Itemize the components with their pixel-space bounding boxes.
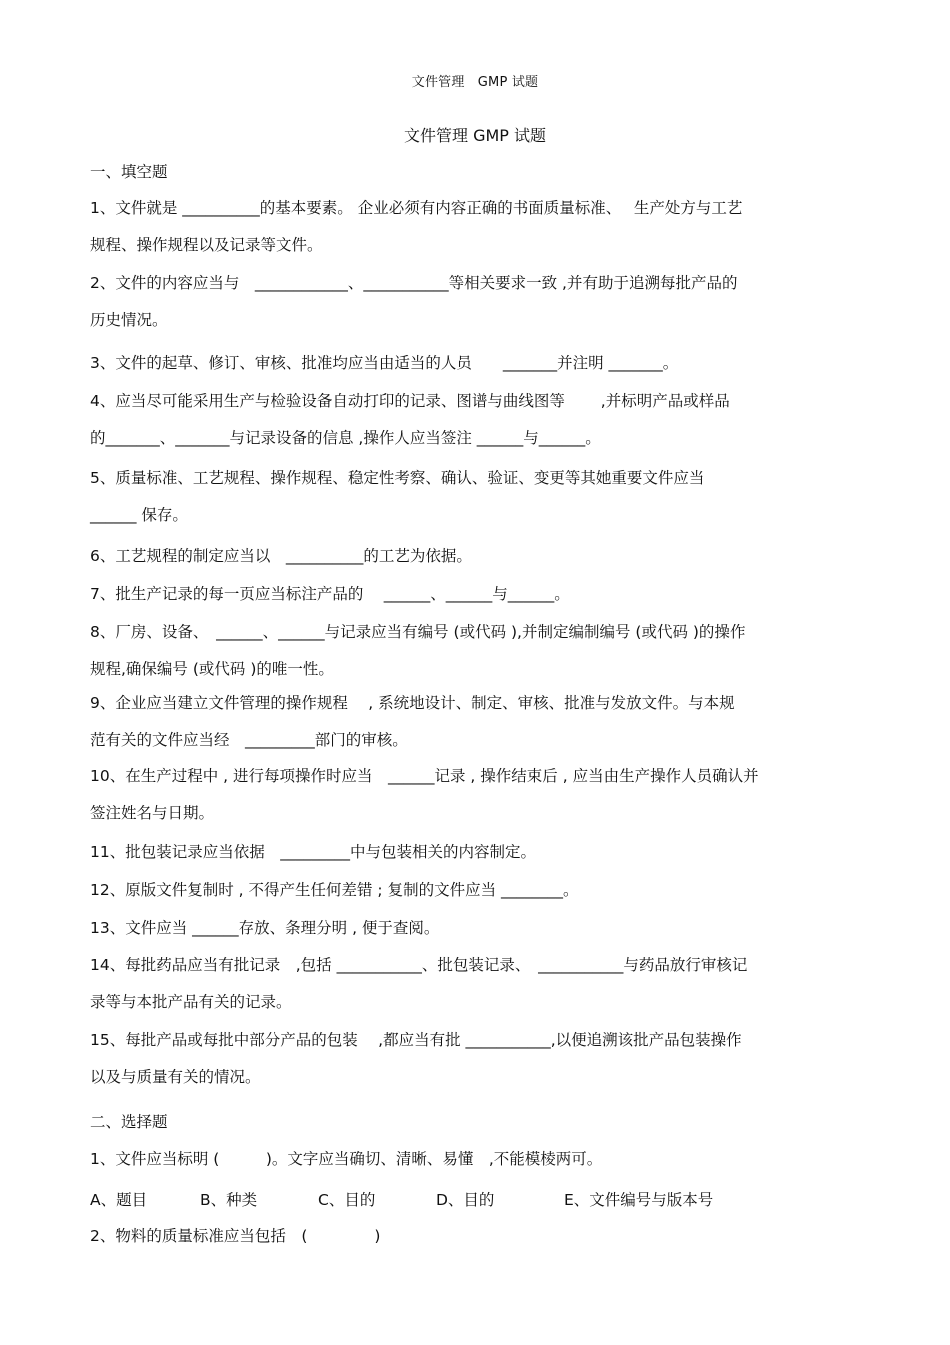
question-line: 3、文件的起草、修订、审核、批准均应当由适当的人员 _______并注明 _______。 (90, 354, 679, 372)
question-line: 12、原版文件复制时 , 不得产生任何差错 ; 复制的文件应当 ________。 (90, 881, 579, 899)
running-header: 文件管理 GMP 试题 (411, 75, 539, 90)
question-line: 13、文件应当 ______存放、条理分明 , 便于查阅。 (90, 919, 440, 937)
question-line: 10、在生产过程中 , 进行每项操作时应当 ______记录 , 操作结束后 , 应当由生产操作人员确认并 (90, 767, 759, 785)
fill-question-8 (90, 614, 860, 688)
fill-question-10 (90, 758, 860, 832)
fill-question-5 (90, 460, 860, 534)
question-line: ______ 保存。 (90, 506, 188, 524)
question-line: 15、每批产品或每批中部分产品的包装 ,都应当有批 ___________,以便追溯该批产品包装操作 (90, 1031, 742, 1049)
fill-question-7 (90, 576, 860, 613)
question-line: 录等与本批产品有关的记录。 (90, 993, 292, 1011)
question-line: 规程,确保编号 (或代码 )的唯一性。 (90, 660, 334, 678)
fill-question-9 (90, 685, 860, 759)
question-line: 14、每批药品应当有批记录 ,包括 ___________、批包装记录、 ___________与药品放行审核记 (90, 956, 748, 974)
fill-question-12 (90, 872, 860, 909)
question-line: 7、批生产记录的每一页应当标注产品的 ______、______与______。 (90, 585, 570, 603)
document-title: 文件管理 GMP 试题 (403, 126, 547, 145)
question-line: 9、企业应当建立文件管理的操作规程 , 系统地设计、制定、审核、批准与发放文件。与本规 (90, 694, 735, 712)
question-line: 签注姓名与日期。 (90, 804, 215, 822)
question-line: 1、文件应当标明 ( )。文字应当确切、清晰、易懂 ,不能模棱两可。 (90, 1150, 603, 1168)
question-line: 1、文件就是 __________的基本要素。 企业必须有内容正确的书面质量标准、 生产处方与工艺 (90, 199, 743, 217)
choice-question-1 (90, 1141, 860, 1178)
question-line: 4、应当尽可能采用生产与检验设备自动打印的记录、图谱与曲线图等 ,并标明产品或样品 (90, 392, 730, 410)
choice-question-1-options (90, 1188, 713, 1210)
question-line: 8、厂房、设备、 ______、______与记录应当有编号 (或代码 ),并制定编制编号 (或代码 )的操作 (90, 623, 746, 641)
choice-question-2 (90, 1218, 860, 1255)
option-d: D、目的 (436, 1191, 495, 1209)
question-line: 以及与质量有关的情况。 (90, 1068, 261, 1086)
question-line: 2、文件的内容应当与 ____________、___________等相关要求一致 ,并有助于追溯每批产品的 (90, 274, 738, 292)
question-line: 的_______、_______与记录设备的信息 ,操作人应当签注 ______与______。 (90, 429, 601, 447)
question-line: 范有关的文件应当经 _________部门的审核。 (90, 731, 408, 749)
question-line: 2、物料的质量标准应当包括 ( ) (90, 1227, 381, 1245)
fill-question-3 (90, 345, 860, 382)
fill-question-4 (90, 383, 860, 457)
option-b: B、种类 (200, 1191, 258, 1209)
question-line: 5、质量标准、工艺规程、操作规程、稳定性考察、确认、验证、变更等其她重要文件应当 (90, 469, 705, 487)
fill-question-13 (90, 910, 860, 947)
fill-question-11 (90, 834, 860, 871)
option-c: C、目的 (318, 1191, 376, 1209)
question-line: 11、批包装记录应当依据 _________中与包装相关的内容制定。 (90, 843, 536, 861)
section-heading-multiple-choice: 二、选择题 (90, 1113, 168, 1131)
fill-question-14 (90, 947, 860, 1021)
fill-question-15 (90, 1022, 860, 1096)
fill-question-1 (90, 190, 860, 264)
question-line: 6、工艺规程的制定应当以 __________的工艺为依据。 (90, 547, 472, 565)
question-line: 历史情况。 (90, 311, 168, 329)
fill-question-2 (90, 265, 860, 339)
fill-question-6 (90, 538, 860, 575)
option-a: A、题目 (90, 1191, 148, 1209)
section-heading-fill-in: 一、填空题 (90, 163, 168, 181)
option-e: E、文件编号与版本号 (564, 1191, 714, 1209)
question-line: 规程、操作规程以及记录等文件。 (90, 236, 323, 254)
